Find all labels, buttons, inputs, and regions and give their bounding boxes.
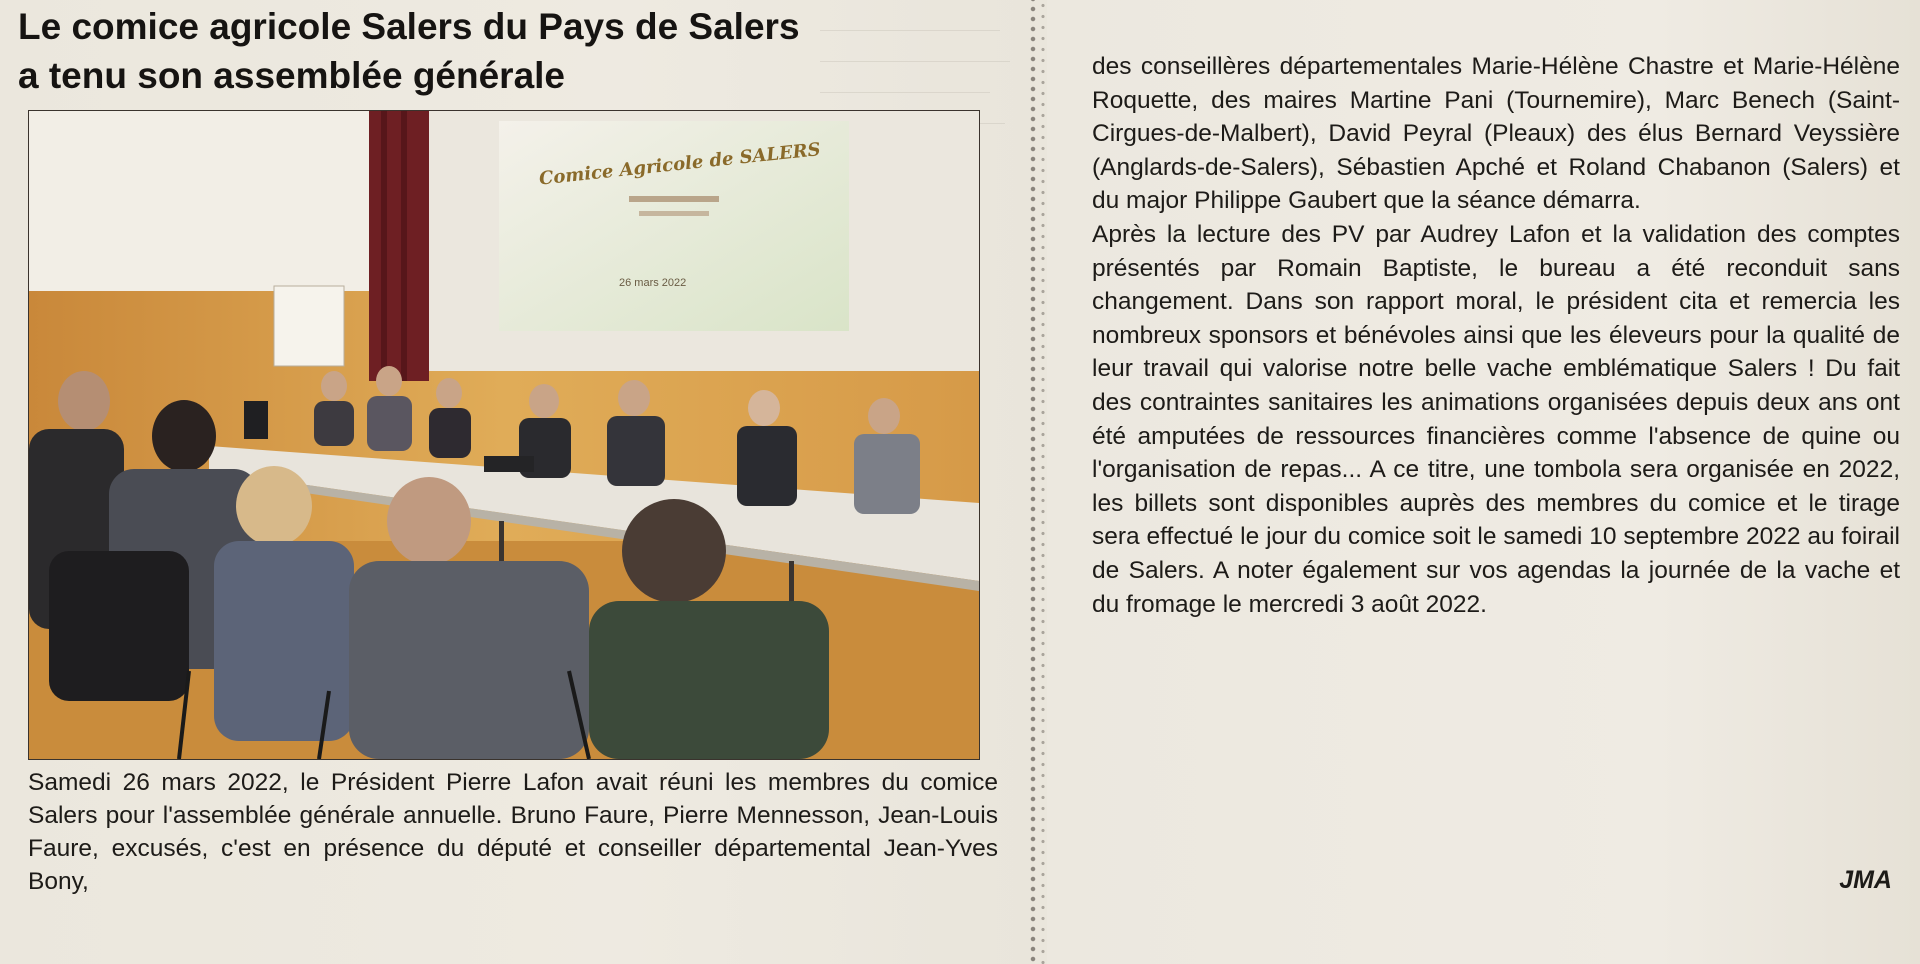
screen-date: 26 mars 2022 (619, 277, 687, 289)
meeting-photo-illustration (29, 111, 979, 759)
meeting-photo (28, 110, 980, 760)
article-headline (18, 2, 1008, 100)
column-divider (1027, 0, 1039, 964)
headline-line-2: a tenu son assemblée générale (18, 55, 566, 96)
column-divider-secondary (1041, 0, 1045, 964)
article-body-left: Samedi 26 mars 2022, le Président Pierre Lafon avait réuni les membres du comice Salers pour l'assemblée générale annuelle. Bruno Faure, Pierre Mennesson, Jean-Louis Faure, excusés, c'est en présence du député et conseiller départemental Jean-Yves Bony, (28, 769, 998, 895)
article-byline: JMA (1839, 866, 1892, 894)
headline-line-1: Le comice agricole Salers du Pays de Salers (18, 6, 800, 47)
screen-title: Comice Agricole de SALERS (538, 139, 822, 190)
article-body-right (1092, 50, 1900, 621)
article-paragraph-2: Après la lecture des PV par Audrey Lafon et la validation des comptes présentés par Romain Baptiste, le bureau a été reconduit sans changement. Dans son rapport moral, le président cita et remercia les nombreux sponsors et bénévoles ainsi que les éleveurs pour la qualité de leur travail qui valorise notre belle vache emblématique Salers ! Du fait des contraintes sanitaires les animations organisées depuis deux ans ont été amputées de ressources financières comme l'absence de quine ou l'organisation de repas... A ce titre, une tombola sera organisée en 2022, les billets sont disponibles auprès des membres du comice et le tirage sera effectué le jour du comice soit le samedi 10 septembre 2022 au foirail de Salers. A noter également sur vos agendas la journée de la vache et du fromage le mercredi 3 août 2022. (1092, 220, 1900, 618)
article-paragraph-1: des conseillères départementales Marie-Hélène Chastre et Marie-Hélène Roquette, des maires Martine Pani (Tournemire), Marc Benech (Saint-Cirgues-de-Malbert), David Peyral (Pleaux) des élus Bernard Veyssière (Anglards-de-Salers), Sébastien Apché et Roland Chabanon (Salers) et du major Philippe Gaubert que la séance démarra. (1092, 53, 1900, 215)
